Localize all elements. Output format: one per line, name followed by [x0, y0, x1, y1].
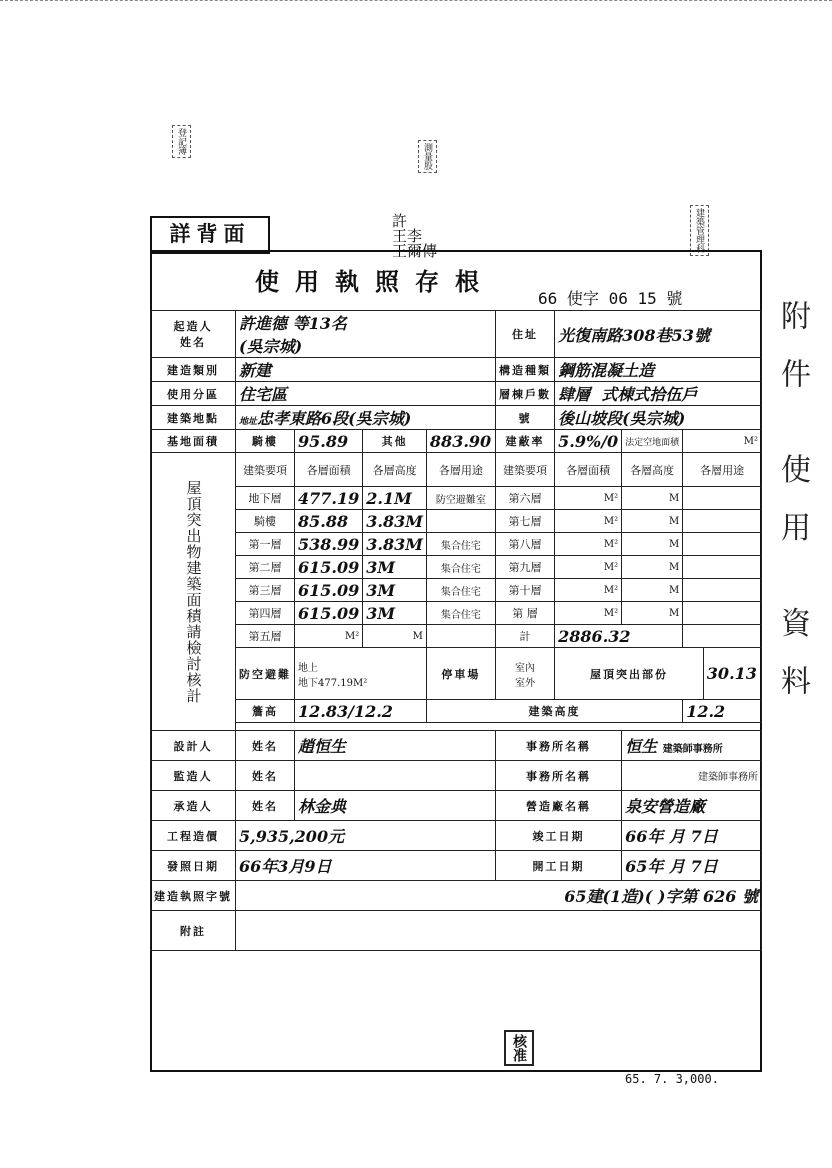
signature-3: 王爾傳: [392, 242, 438, 260]
shelter-row: 防空避難 地上 地下477.19M² 停車場 室內 室外 屋頂突出部份 30.13: [151, 648, 762, 700]
floors-table-header: 屋頂突出物建築面積請檢討核計 建築要項 各層面積 各層高度 各層用途 建築要項 各層面積 各層高度 各層用途: [151, 453, 762, 487]
area-label: 基地面積: [151, 430, 236, 453]
structure-label: 構造種類: [495, 358, 554, 382]
site-label: 建築地點: [151, 406, 236, 430]
site: 地址忠孝東路6段(吳宗城): [236, 406, 496, 430]
form-title: 使用執照存根: [255, 267, 495, 296]
arcade-area: 95.89: [295, 430, 363, 453]
note-row: 附註: [151, 911, 762, 951]
owner-address: 光復南路308巷53號: [555, 311, 762, 358]
site2: 後山坡段(吳宗城): [555, 406, 762, 430]
serial-year: 66: [538, 289, 558, 308]
signature-1: 許: [392, 212, 408, 230]
floor-row: 地下層 477.19 2.1M 防空避難室 第六層 M² M: [151, 487, 762, 510]
site-no-label: 號: [495, 406, 554, 430]
signature-2: 王李: [392, 227, 423, 245]
left-note: 屋頂突出物建築面積請檢討核計: [151, 453, 236, 731]
build-type: 新建: [236, 358, 496, 382]
floor-row: 第五層 M² M 計 2886.32: [151, 625, 762, 648]
supervisor-row: 監造人 姓名 事務所名稱 建築師事務所: [151, 761, 762, 791]
serial-suffix: 號: [666, 289, 683, 308]
owner-address-label: 住址: [495, 311, 554, 358]
serial-word: 使字: [566, 289, 599, 308]
floor-row: 騎樓 85.88 3.83M 第七層 M² M: [151, 510, 762, 533]
print-info: 65. 7. 3,000.: [625, 1072, 719, 1086]
permit-row: 建造執照字號 65建(1造)( )字第 626 號: [151, 881, 762, 911]
owner-label: 起造人 姓名: [151, 311, 236, 358]
cost-row: 工程造價 5,935,200元 竣工日期 66年 月 7日: [151, 821, 762, 851]
floors: 肆層 式棟式拾伍戶: [555, 382, 762, 406]
ratio: 5.9%/0: [555, 430, 622, 453]
stamp-left: 登記簿: [172, 125, 191, 158]
structure: 鋼筋混凝土造: [555, 358, 762, 382]
build-type-label: 建造類別: [151, 358, 236, 382]
permit-form-table: [150, 310, 762, 951]
zone: 住宅區: [236, 382, 496, 406]
floor-row: 第二層 615.09 3M 集合住宅 第九層 M² M: [151, 556, 762, 579]
owner-name: 許進德 等13名 (吳宗城): [236, 311, 496, 358]
stamp-top: 測量股: [418, 140, 437, 173]
floor-row: 第三層 615.09 3M 集合住宅 第十層 M² M: [151, 579, 762, 602]
serial-number: [538, 286, 682, 309]
top-edge: [0, 0, 832, 6]
detail-back-stamp: 詳背面: [150, 216, 270, 254]
arcade-label: 騎樓: [236, 430, 295, 453]
other-label: 其他: [363, 430, 427, 453]
open-space: M²: [683, 430, 762, 453]
issue-row: 發照日期 66年3月9日 開工日期 65年 月 7日: [151, 851, 762, 881]
eave-row: 簷高 12.83/12.2 建築高度 12.2: [151, 700, 762, 723]
designer-row: 設計人 姓名 趙恒生 事務所名稱 恒生 建築師事務所: [151, 731, 762, 761]
serial-no: 06 15: [608, 289, 657, 308]
floor-row: 第一層 538.99 3.83M 集合住宅 第八層 M² M: [151, 533, 762, 556]
zone-label: 使用分區: [151, 382, 236, 406]
right-edge-text: 附件 使用 資料: [775, 300, 810, 724]
open-space-label: 法定空地面積: [622, 430, 683, 453]
ratio-label: 建蔽率: [495, 430, 554, 453]
approval-stamp: 核准: [504, 1030, 534, 1066]
other-area: 883.90: [426, 430, 495, 453]
contractor-row: 承造人 姓名 林金典 營造廠名稱 泉安營造廠: [151, 791, 762, 821]
stamp-right: 建築管理科: [690, 205, 709, 256]
floor-row: 第四層 615.09 3M 集合住宅 第 層 M² M: [151, 602, 762, 625]
floors-label: 層棟戶數: [495, 382, 554, 406]
